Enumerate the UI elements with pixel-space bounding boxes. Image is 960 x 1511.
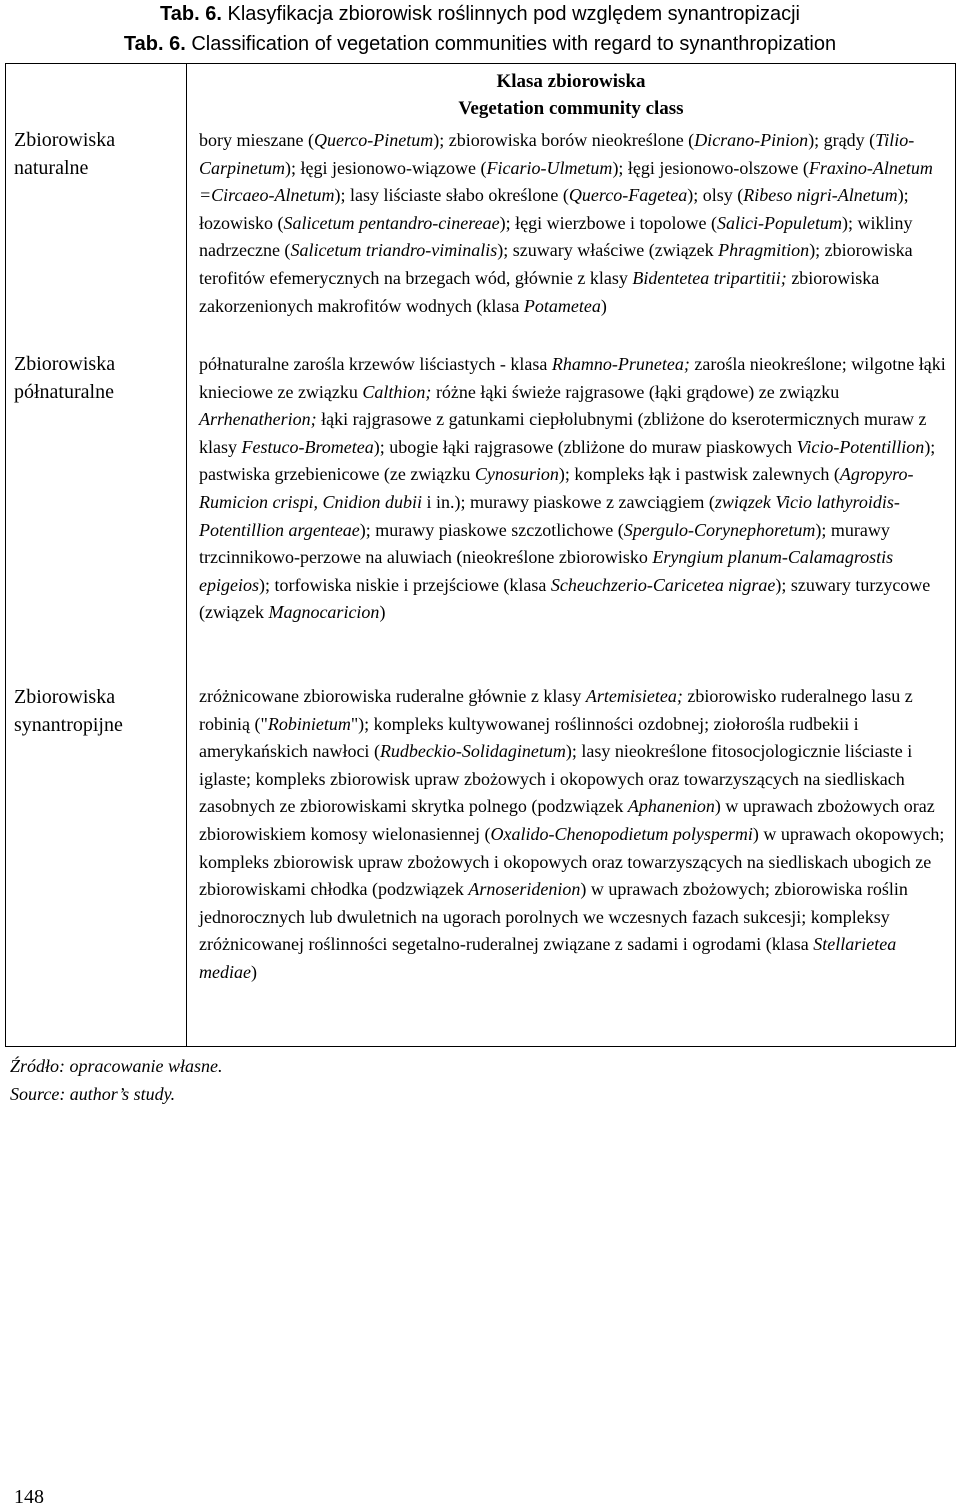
taxon-name: Potametea	[523, 295, 601, 316]
caption-polish-text: Klasyfikacja zbiorowisk roślinnych pod względem synantropizacji	[221, 3, 800, 25]
page-number: 148	[14, 1486, 44, 1508]
text-segment: "); kompleks kultywowanej roślinności ozdobnej; ziołorośla rudbekii i amerykańskich nawłoci (	[199, 713, 859, 762]
taxon-name: Stellarietea mediae	[199, 934, 897, 982]
taxon-name: Eryngium planum-Calamagrostis epigeios	[199, 547, 894, 595]
text-segment: ); łęgi jesionowo-olszowe (	[612, 157, 809, 178]
row-label-line: naturalne	[14, 157, 89, 179]
text-segment: ); łęgi jesionowo-wiązowe (	[285, 157, 487, 178]
taxon-name: Salicetum triandro-viminalis	[290, 240, 498, 261]
text-segment: ); pastwiska grzebienicowe (ze związku	[199, 436, 936, 485]
caption-english-prefix: Tab. 6.	[123, 33, 186, 55]
text-segment: ); lasy nieokreślone fitosocjologicznie liściaste i iglaste; kompleks zbiorowisk upraw zbożowych i okopowych oraz towarzyszących na siedliskach zasobnych ze zbiorowiskami skrytka polnego (podzwiązek	[199, 741, 913, 817]
text-segment: ); wikliny nadrzeczne (	[199, 212, 913, 261]
text-segment: ); zbiorowiska terofitów efemerycznych na brzegach wód, głównie z klasy	[199, 240, 913, 288]
text-segment: ) w uprawach okopowych; kompleks zbiorowisk upraw zbożowych i okopowych oraz towarzyszących na siedliskach ubogich ze zbiorowiskami chłodka (podzwiązek	[199, 823, 945, 900]
taxon-name: Vicio-Potentillion	[796, 436, 925, 457]
taxon-name: Ribeso nigri-Alnetum	[743, 185, 898, 206]
text-segment: ); łęgi wierzbowe i topolowe (	[499, 212, 718, 233]
taxon-name: Dicrano-Pinion	[694, 130, 809, 150]
row-label-line: Zbiorowiska	[14, 353, 116, 375]
text-segment: ); szuwary właściwe (związek	[497, 240, 719, 261]
row-label-line: Zbiorowiska	[14, 129, 116, 151]
taxon-name: Robinietum	[267, 713, 351, 734]
taxon-name: Rhamno-Prunetea;	[551, 354, 690, 374]
table-header	[187, 68, 955, 122]
text-segment: ); murawy piaskowe szczotlichowe (	[359, 519, 624, 540]
taxon-name: Scheuchzerio-Caricetea nigrae	[550, 574, 776, 595]
taxon-name: Magnocaricion	[268, 602, 380, 623]
taxon-name: Aphanenion	[627, 796, 715, 817]
text-segment: i in.); murawy piaskowe z zawciągiem (	[422, 491, 715, 512]
text-segment: ); torfowiska niskie i przejściowe (klasa	[259, 574, 551, 595]
taxon-name: Salici-Populetum	[717, 212, 843, 233]
source-english: Source: author’s study.	[10, 1084, 176, 1104]
taxon-name: Querco-Fagetea	[568, 185, 688, 206]
text-segment: zarośla nieokreślone; wilgotne łąki knieciowe ze związku	[199, 354, 946, 402]
text-segment: )	[600, 295, 607, 316]
taxon-name: Querco-Pinetum	[313, 130, 434, 150]
row-label-line: synantropijne	[14, 714, 123, 736]
text-segment: ); zbiorowiska borów nieokreślone (	[433, 130, 695, 150]
row-label-natural	[14, 126, 182, 182]
taxon-name: Salicetum pentandro-cinereae	[283, 212, 500, 233]
taxon-name: Arrhenatherion;	[199, 409, 317, 430]
text-segment: ) w uprawach zbożowych oraz zbiorowiskiem komosy wielonasiennej (	[199, 796, 935, 844]
text-segment: półnaturalne zarośla krzewów liściastych - klasa	[199, 354, 552, 374]
text-segment: zróżnicowane zbiorowiska ruderalne głównie z klasy	[199, 686, 586, 706]
row-content-seminatural	[199, 351, 949, 627]
taxon-name: Tilio-Carpinetum	[199, 130, 915, 178]
taxon-name: Spergulo-Corynephoretum	[623, 519, 816, 540]
source-polish: Źródło: opracowanie własne.	[10, 1056, 223, 1076]
text-segment: ) w uprawach zbożowych; zbiorowiska roślin jednorocznych lub dwuletnich na ugorach porolnych we wczesnych fazach sukcesji; kompleksy zróżnicowanej roślinności segetalno-ruderalnej związane z sadami i ogrodami (klasa	[199, 879, 908, 955]
row-content-synanthropic	[199, 683, 949, 987]
text-segment: ); ubogie łąki rajgrasowe (zbliżone do muraw piaskowych	[373, 436, 797, 457]
text-segment: różne łąki świeże rajgrasowe (łąki grądowe) ze związku	[431, 381, 840, 402]
text-segment: zbiorowiska zakorzenionych makrofitów wodnych (klasa	[199, 267, 880, 316]
text-segment: ); lasy liściaste słabo określone (	[334, 185, 569, 206]
text-segment: ); olsy (	[687, 185, 744, 206]
taxon-name: Phragmition	[718, 240, 810, 261]
column-divider	[186, 64, 187, 1046]
text-segment: ); murawy trzcinnikowo-perzowe na aluwiach (nieokreślone zbiorowisko	[199, 519, 890, 568]
text-segment: zbiorowisko ruderalnego lasu z robinią ("	[199, 686, 913, 734]
text-segment: łąki rajgrasowe z gatunkami ciepłolubnymi (zbliżone do kserotermicznych muraw z klasy	[199, 409, 927, 457]
classification-table	[5, 63, 956, 1047]
text-segment: ); kompleks łąk i pastwisk zalewnych (	[558, 464, 840, 485]
text-segment: )	[250, 961, 257, 982]
text-segment: ); szuwary turzycowe (związek	[199, 574, 931, 623]
header-polish: Klasa zbiorowiska	[496, 71, 646, 92]
taxon-name: Arnoseridenion	[468, 879, 581, 900]
taxon-name: Cynosurion	[474, 464, 559, 485]
row-label-line: Zbiorowiska	[14, 686, 116, 708]
text-segment: )	[379, 602, 386, 623]
caption-polish	[0, 2, 960, 26]
text-segment: ); łozowisko (	[199, 185, 909, 233]
header-english: Vegetation community class	[458, 98, 684, 119]
taxon-name: Agropyro-Rumicion crispi, Cnidion dubii	[199, 464, 914, 512]
row-label-synanthropic	[14, 683, 182, 739]
taxon-name: Ficario-Ulmetum	[486, 157, 613, 178]
row-content-natural	[199, 127, 949, 320]
taxon-name: Fraxino-Alnetum =Circaeo-Alnetum	[199, 157, 933, 206]
taxon-name: Oxalido-Chenopodietum polyspermi	[490, 823, 753, 844]
row-label-line: półnaturalne	[14, 381, 114, 403]
row-label-seminatural	[14, 350, 182, 406]
text-segment: bory mieszane (	[199, 130, 314, 150]
caption-english-text: Classification of vegetation communities with regard to synanthropization	[185, 33, 837, 55]
taxon-name: związek Vicio lathyroidis-Potentillion argenteae	[199, 491, 900, 540]
taxon-name: Rudbeckio-Solidaginetum	[379, 741, 566, 762]
caption-english	[0, 32, 960, 56]
taxon-name: Artemisietea;	[585, 686, 683, 706]
taxon-name: Bidentetea tripartitii;	[632, 267, 787, 288]
text-segment: ); grądy (	[808, 130, 876, 150]
taxon-name: Festuco-Brometea	[241, 436, 374, 457]
caption-polish-prefix: Tab. 6.	[160, 3, 222, 25]
taxon-name: Calthion;	[362, 381, 432, 402]
